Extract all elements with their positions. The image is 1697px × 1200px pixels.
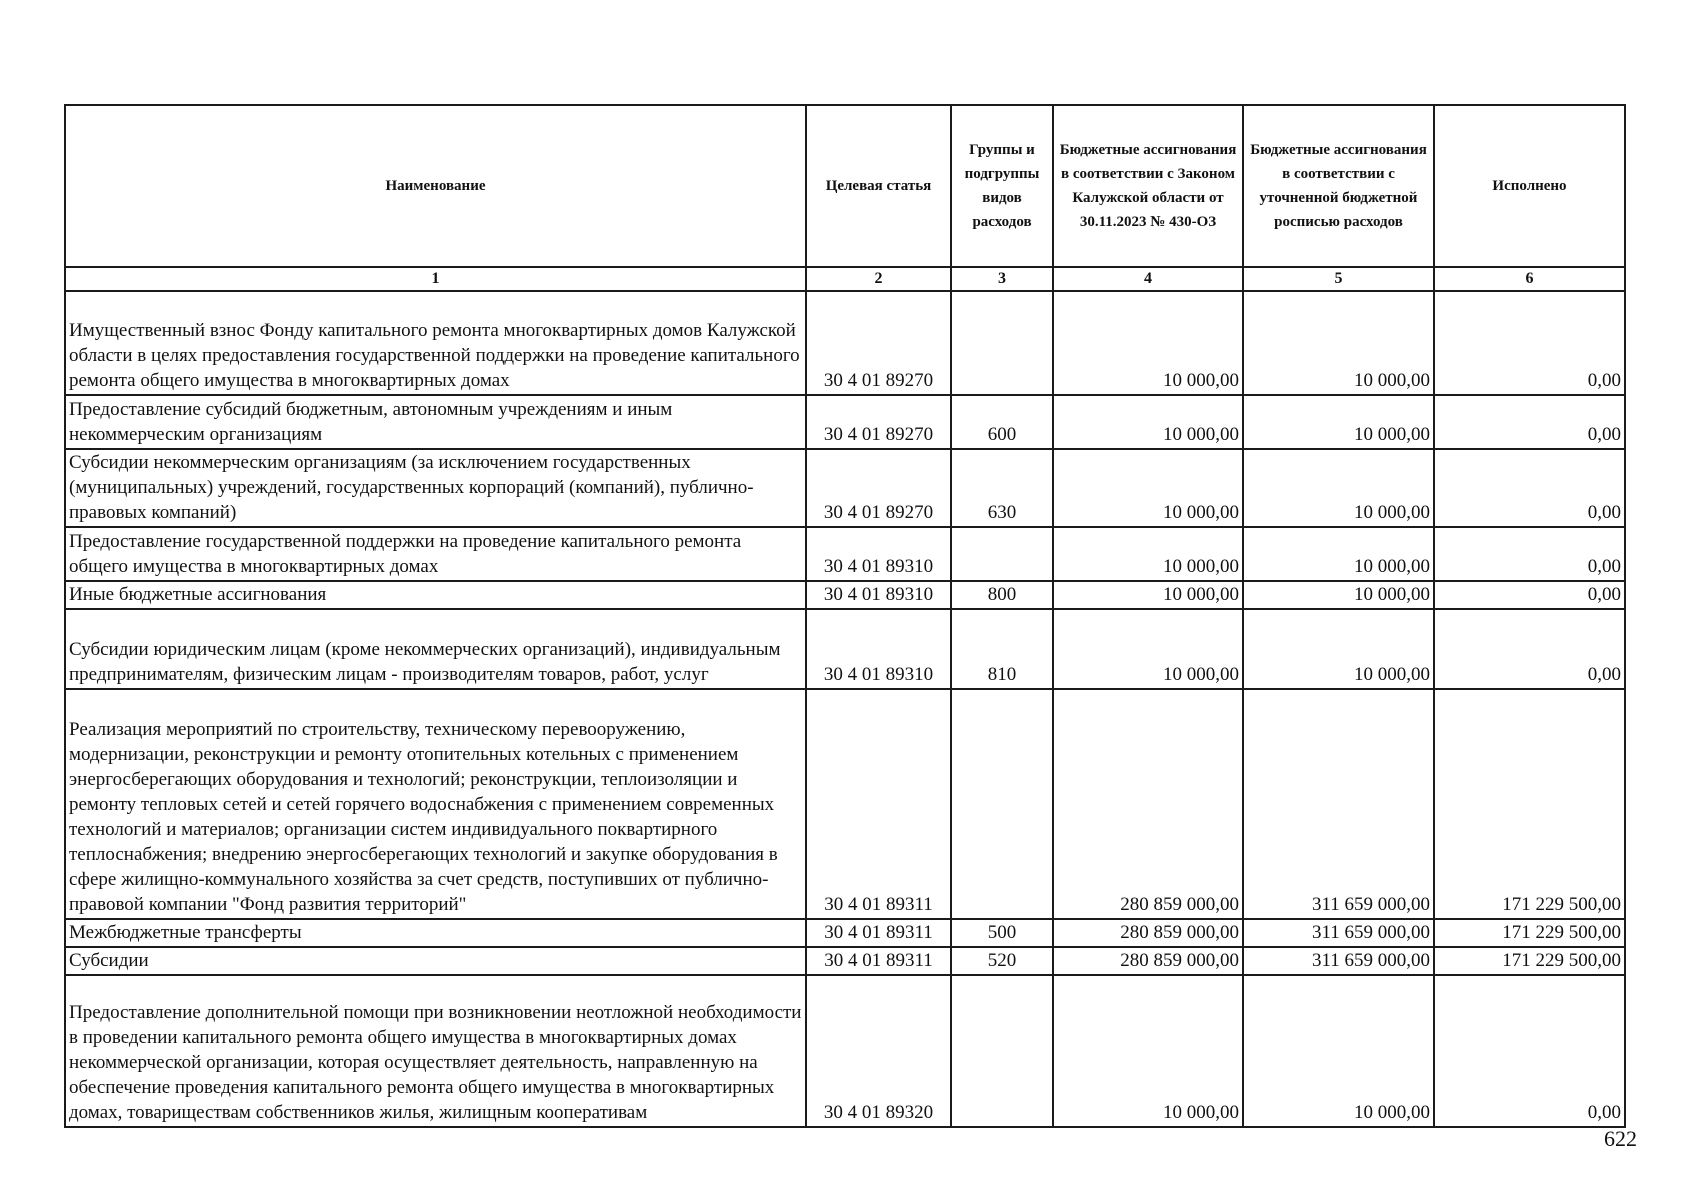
row-name: Субсидии некоммерческим организациям (за исключением государственных (муниципальных) учреждений, государственных корпораций (компаний), публично-правовых компаний) [65, 449, 806, 527]
row-expense-group [951, 689, 1053, 919]
column-number-row [65, 267, 1625, 291]
row-target-article: 30 4 01 89310 [806, 581, 951, 609]
row-name: Предоставление дополнительной помощи при возникновении неотложной необходимости в проведении капитального ремонта общего имущества в многоквартирных домах некоммерческой организации, которая осуществляет деятельность, направленную на обеспечение проведения капитального ремонта общего имущества в многоквартирных домах, товариществам собственников жилья, жилищным кооперативам [65, 975, 806, 1127]
table-row [65, 449, 1625, 527]
row-target-article: 30 4 01 89270 [806, 395, 951, 449]
row-executed-amount: 171 229 500,00 [1434, 947, 1625, 975]
row-target-article: 30 4 01 89311 [806, 947, 951, 975]
row-refined-amount: 10 000,00 [1243, 395, 1434, 449]
row-name: Субсидии юридическим лицам (кроме некоммерческих организаций), индивидуальным предпринимателям, физическим лицам - производителям товаров, работ, услуг [65, 609, 806, 689]
row-target-article: 30 4 01 89311 [806, 919, 951, 947]
table-row [65, 395, 1625, 449]
row-executed-amount: 0,00 [1434, 609, 1625, 689]
row-law-amount: 10 000,00 [1053, 395, 1243, 449]
column-number: 6 [1434, 267, 1625, 291]
header-refined-appropriations: Бюджетные ассигнования в соответствии с уточненной бюджетной росписью расходов [1243, 105, 1434, 267]
header-target-article: Целевая статья [806, 105, 951, 267]
row-refined-amount: 10 000,00 [1243, 527, 1434, 581]
row-law-amount: 10 000,00 [1053, 975, 1243, 1127]
row-target-article: 30 4 01 89270 [806, 449, 951, 527]
header-expense-groups: Группы и подгруппы видов расходов [951, 105, 1053, 267]
row-law-amount: 280 859 000,00 [1053, 919, 1243, 947]
row-executed-amount: 0,00 [1434, 975, 1625, 1127]
row-name: Имущественный взнос Фонду капитального ремонта многоквартирных домов Калужской области в целях предоставления государственной поддержки на проведение капитального ремонта общего имущества в многоквартирных домах [65, 291, 806, 395]
row-executed-amount: 0,00 [1434, 449, 1625, 527]
column-number: 3 [951, 267, 1053, 291]
page-number: 622 [1604, 1126, 1637, 1151]
row-law-amount: 280 859 000,00 [1053, 689, 1243, 919]
table-row [65, 581, 1625, 609]
row-expense-group: 500 [951, 919, 1053, 947]
row-executed-amount: 171 229 500,00 [1434, 689, 1625, 919]
table-row [65, 919, 1625, 947]
row-expense-group: 630 [951, 449, 1053, 527]
row-name: Реализация мероприятий по строительству, техническому перевооружению, модернизации, реконструкции и ремонту отопительных котельных с применением энергосберегающих оборудования и технологий; реконструкции, теплоизоляции и ремонту тепловых сетей и сетей горячего водоснабжения с применением современных технологий и материалов; организации систем индивидуального поквартирного теплоснабжения; внедрению энергосберегающих технологий и закупке оборудования в сфере жилищно-коммунального хозяйства за счет средств, поступивших от публично-правовой компании "Фонд развития территорий" [65, 689, 806, 919]
row-law-amount: 280 859 000,00 [1053, 947, 1243, 975]
row-law-amount: 10 000,00 [1053, 291, 1243, 395]
row-name: Межбюджетные трансферты [65, 919, 806, 947]
row-refined-amount: 10 000,00 [1243, 291, 1434, 395]
row-refined-amount: 10 000,00 [1243, 609, 1434, 689]
row-law-amount: 10 000,00 [1053, 449, 1243, 527]
table-row [65, 527, 1625, 581]
header-name: Наименование [65, 105, 806, 267]
row-executed-amount: 171 229 500,00 [1434, 919, 1625, 947]
row-executed-amount: 0,00 [1434, 527, 1625, 581]
table-row [65, 291, 1625, 395]
row-expense-group [951, 291, 1053, 395]
column-number: 1 [65, 267, 806, 291]
row-expense-group [951, 975, 1053, 1127]
table-row [65, 975, 1625, 1127]
row-target-article: 30 4 01 89310 [806, 527, 951, 581]
header-law-appropriations: Бюджетные ассигнования в соответствии с Законом Калужской области от 30.11.2023 № 430-ОЗ [1053, 105, 1243, 267]
row-name: Предоставление субсидий бюджетным, автономным учреждениям и иным некоммерческим организациям [65, 395, 806, 449]
column-number: 2 [806, 267, 951, 291]
column-number: 4 [1053, 267, 1243, 291]
row-target-article: 30 4 01 89320 [806, 975, 951, 1127]
row-refined-amount: 311 659 000,00 [1243, 689, 1434, 919]
row-law-amount: 10 000,00 [1053, 527, 1243, 581]
row-expense-group: 800 [951, 581, 1053, 609]
row-expense-group: 600 [951, 395, 1053, 449]
row-executed-amount: 0,00 [1434, 395, 1625, 449]
row-target-article: 30 4 01 89310 [806, 609, 951, 689]
row-executed-amount: 0,00 [1434, 291, 1625, 395]
row-name: Предоставление государственной поддержки на проведение капитального ремонта общего имущества в многоквартирных домах [65, 527, 806, 581]
header-executed: Исполнено [1434, 105, 1625, 267]
table-row [65, 609, 1625, 689]
row-target-article: 30 4 01 89311 [806, 689, 951, 919]
row-refined-amount: 311 659 000,00 [1243, 947, 1434, 975]
row-law-amount: 10 000,00 [1053, 609, 1243, 689]
header-row [65, 105, 1625, 267]
row-refined-amount: 311 659 000,00 [1243, 919, 1434, 947]
row-name: Субсидии [65, 947, 806, 975]
row-executed-amount: 0,00 [1434, 581, 1625, 609]
table-row [65, 689, 1625, 919]
row-name: Иные бюджетные ассигнования [65, 581, 806, 609]
column-number: 5 [1243, 267, 1434, 291]
row-refined-amount: 10 000,00 [1243, 975, 1434, 1127]
row-expense-group [951, 527, 1053, 581]
row-law-amount: 10 000,00 [1053, 581, 1243, 609]
row-refined-amount: 10 000,00 [1243, 449, 1434, 527]
budget-table [64, 104, 1626, 1128]
row-refined-amount: 10 000,00 [1243, 581, 1434, 609]
row-expense-group: 810 [951, 609, 1053, 689]
row-target-article: 30 4 01 89270 [806, 291, 951, 395]
row-expense-group: 520 [951, 947, 1053, 975]
table-row [65, 947, 1625, 975]
